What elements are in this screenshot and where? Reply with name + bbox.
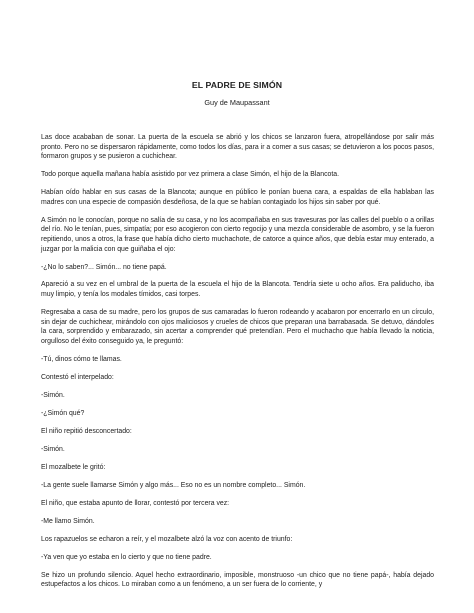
- document-title: EL PADRE DE SIMÓN: [191, 80, 283, 90]
- document-author: Guy de Maupassant: [204, 98, 270, 107]
- paragraph: Los rapazuelos se echaron a reír, y el mozalbete alzó la voz con acento de triunfo:: [41, 535, 293, 543]
- paragraph: Regresaba a casa de su madre, pero los grupos de sus camaradas lo fueron rodeando y acabaron por encerrarlo en un círculo, sin dejar de cuchichear, mirándolo con ojos maliciosos y crueles de chicos que preparan una barrabasada. Se detuvo, dándoles la cara, sorprendido y embarazado, sin acertar a comprender qué pretendían. Pero el muchacho que había llevado la noticia, orgulloso del éxito conseguido ya, le preguntó:: [41, 309, 434, 345]
- paragraph: El niño, que estaba apunto de llorar, contestó por tercera vez:: [41, 499, 230, 507]
- paragraph: A Simón no le conocían, porque no salía de su casa, y no los acompañaba en sus travesuras por las calles del pueblo o a orillas del río. No le tenían, pues, simpatía; por eso acogieron con cierto regocijo y una mezcla considerable de asombro, y se la fueron repitiendo, unos a otros, la frase que había dicho cierto muchachote, de catorce a quince años, que debía estar muy enterado, a juzgar por la malicia con que guiñaba el ojo:: [41, 216, 434, 253]
- paragraph: El mozalbete le gritó:: [41, 463, 106, 471]
- paragraph: Todo porque aquella mañana había asistido por vez primera a clase Simón, el hijo de la Blancota.: [41, 171, 340, 179]
- paragraph: Habían oído hablar en sus casas de la Blancota; aunque en público le ponían buena cara, a espaldas de ella hablaban las madres con una especie de compasión desdeñosa, de la que se habían contagiado los hijos sin saber por qué.: [41, 189, 434, 206]
- paragraph: El niño repitió desconcertado:: [41, 427, 132, 435]
- paragraph: -Me llamo Simón.: [41, 517, 95, 525]
- paragraph: -Ya ven que yo estaba en lo cierto y que no tiene padre.: [41, 553, 212, 561]
- paragraph: -La gente suele llamarse Simón y algo más... Eso no es un nombre completo... Simón.: [41, 481, 306, 489]
- paragraph: -Simón.: [41, 445, 65, 453]
- paragraph: Apareció a su vez en el umbral de la puerta de la escuela el hijo de la Blancota. Tendría siete u ocho años. Era paliducho, iba muy limpio, y tenía los modales tímidos, casi torpes.: [41, 281, 434, 299]
- paragraph: Se hizo un profundo silencio. Aquel hecho extraordinario, imposible, monstruoso -un chico que no tiene papá-, había dejado estupefactos a los chicos. Lo miraban como a un fenómeno, a un ser fuera de lo corriente, y: [41, 571, 434, 589]
- paragraph: -¿No lo saben?... Simón... no tiene papá.: [41, 263, 167, 271]
- paragraph: -¿Simón qué?: [41, 409, 85, 417]
- document-body: [41, 133, 434, 598]
- paragraph: -Tú, dinos cómo te llamas.: [41, 355, 122, 363]
- paragraph: -Simón.: [41, 391, 65, 399]
- paragraph: Las doce acababan de sonar. La puerta de la escuela se abrió y los chicos se lanzaron fuera, atropellándose por salir más pronto. Pero no se dispersaron rápidamente, como todos los días, para ir a comer a sus casas; se detuvieron a los pocos pasos, formaron grupos y se pusieron a cuchichear.: [41, 134, 434, 161]
- paragraph: Contestó el interpelado:: [41, 373, 114, 381]
